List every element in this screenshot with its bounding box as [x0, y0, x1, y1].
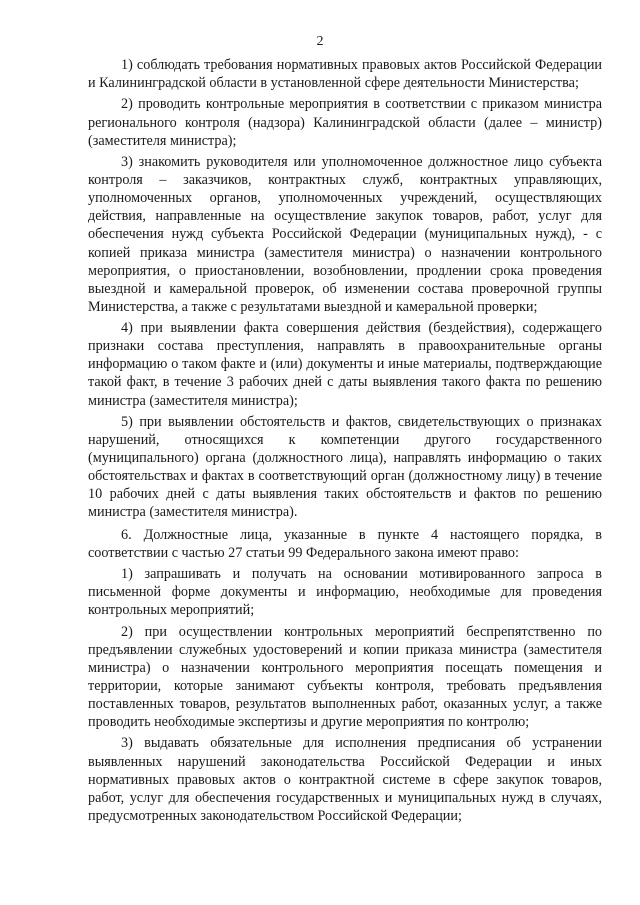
- obligation-item-3: 3) знакомить руководителя или уполномоченное должностное лицо субъекта контроля – заказчиков, контрактных служб, контрактных управляющих, уполномоченных органов, уполномоченных учреждений, осуществляющих действия, направленные на осуществление закупок товаров, работ, услуг для обеспечения нужд субъекта Российской Федерации (муниципальных нужд), - с копией приказа министра (заместителя министра) о назначении контрольного мероприятия, о приостановлении, возобновлении, продлении срока проведения выездной и камеральной проверок, об изменении состава проверочной группы Министерства, а также с результатами выездной и камеральной проверки;: [88, 154, 602, 315]
- document-body: [88, 56, 602, 825]
- obligation-item-4: 4) при выявлении факта совершения действия (бездействия), содержащего признаки состава преступления, направлять в правоохранительные органы информацию о таком факте и (или) документы и иные материалы, подтверждающие такой факт, в течение 3 рабочих дней с даты выявления такого факта по решению министра (заместителя министра);: [88, 320, 602, 409]
- obligation-item-2: 2) проводить контрольные мероприятия в соответствии с приказом министра регионального контроля (надзора) Калининградской области (далее – министр) (заместителя министра);: [88, 96, 602, 149]
- page-number: 2: [316, 34, 324, 49]
- right-item-3: 3) выдавать обязательные для исполнения предписания об устранении выявленных нарушений законодательства Российской Федерации и иных нормативных правовых актов о контрактной системе в сфере закупок товаров, работ, услуг для обеспечения государственных и муниципальных нужд в случаях, предусмотренных законодательством Российской Федерации;: [88, 735, 602, 824]
- section-6-heading: 6. Должностные лица, указанные в пункте 4 настоящего порядка, в соответствии с частью 27 статьи 99 Федерального закона имеют право:: [88, 526, 602, 561]
- obligation-item-1: 1) соблюдать требования нормативных правовых актов Российской Федерации и Калининградской области в установленной сфере деятельности Министерства;: [88, 57, 602, 92]
- right-item-2: 2) при осуществлении контрольных мероприятий беспрепятственно по предъявлении служебных удостоверений и копии приказа министра (заместителя министра) о назначении контрольного мероприятия посещать помещения и территории, которые занимают субъекты контроля, требовать предъявления поставленных товаров, результатов выполненных работ, оказанных услуг, а также проводить необходимые экспертизы и другие мероприятия по контролю;: [88, 623, 602, 731]
- obligation-item-5: 5) при выявлении обстоятельств и фактов, свидетельствующих о признаках нарушений, относящихся к компетенции другого государственного (муниципального) органа (должностного лица), направлять информацию о таких обстоятельствах и фактах в соответствующий орган (должностному лицу) в течение 10 рабочих дней с даты выявления таких обстоятельств и фактов по решению министра (заместителя министра).: [88, 413, 602, 521]
- right-item-1: 1) запрашивать и получать на основании мотивированного запроса в письменной форме документы и информацию, необходимые для проведения контрольных мероприятий;: [88, 566, 602, 619]
